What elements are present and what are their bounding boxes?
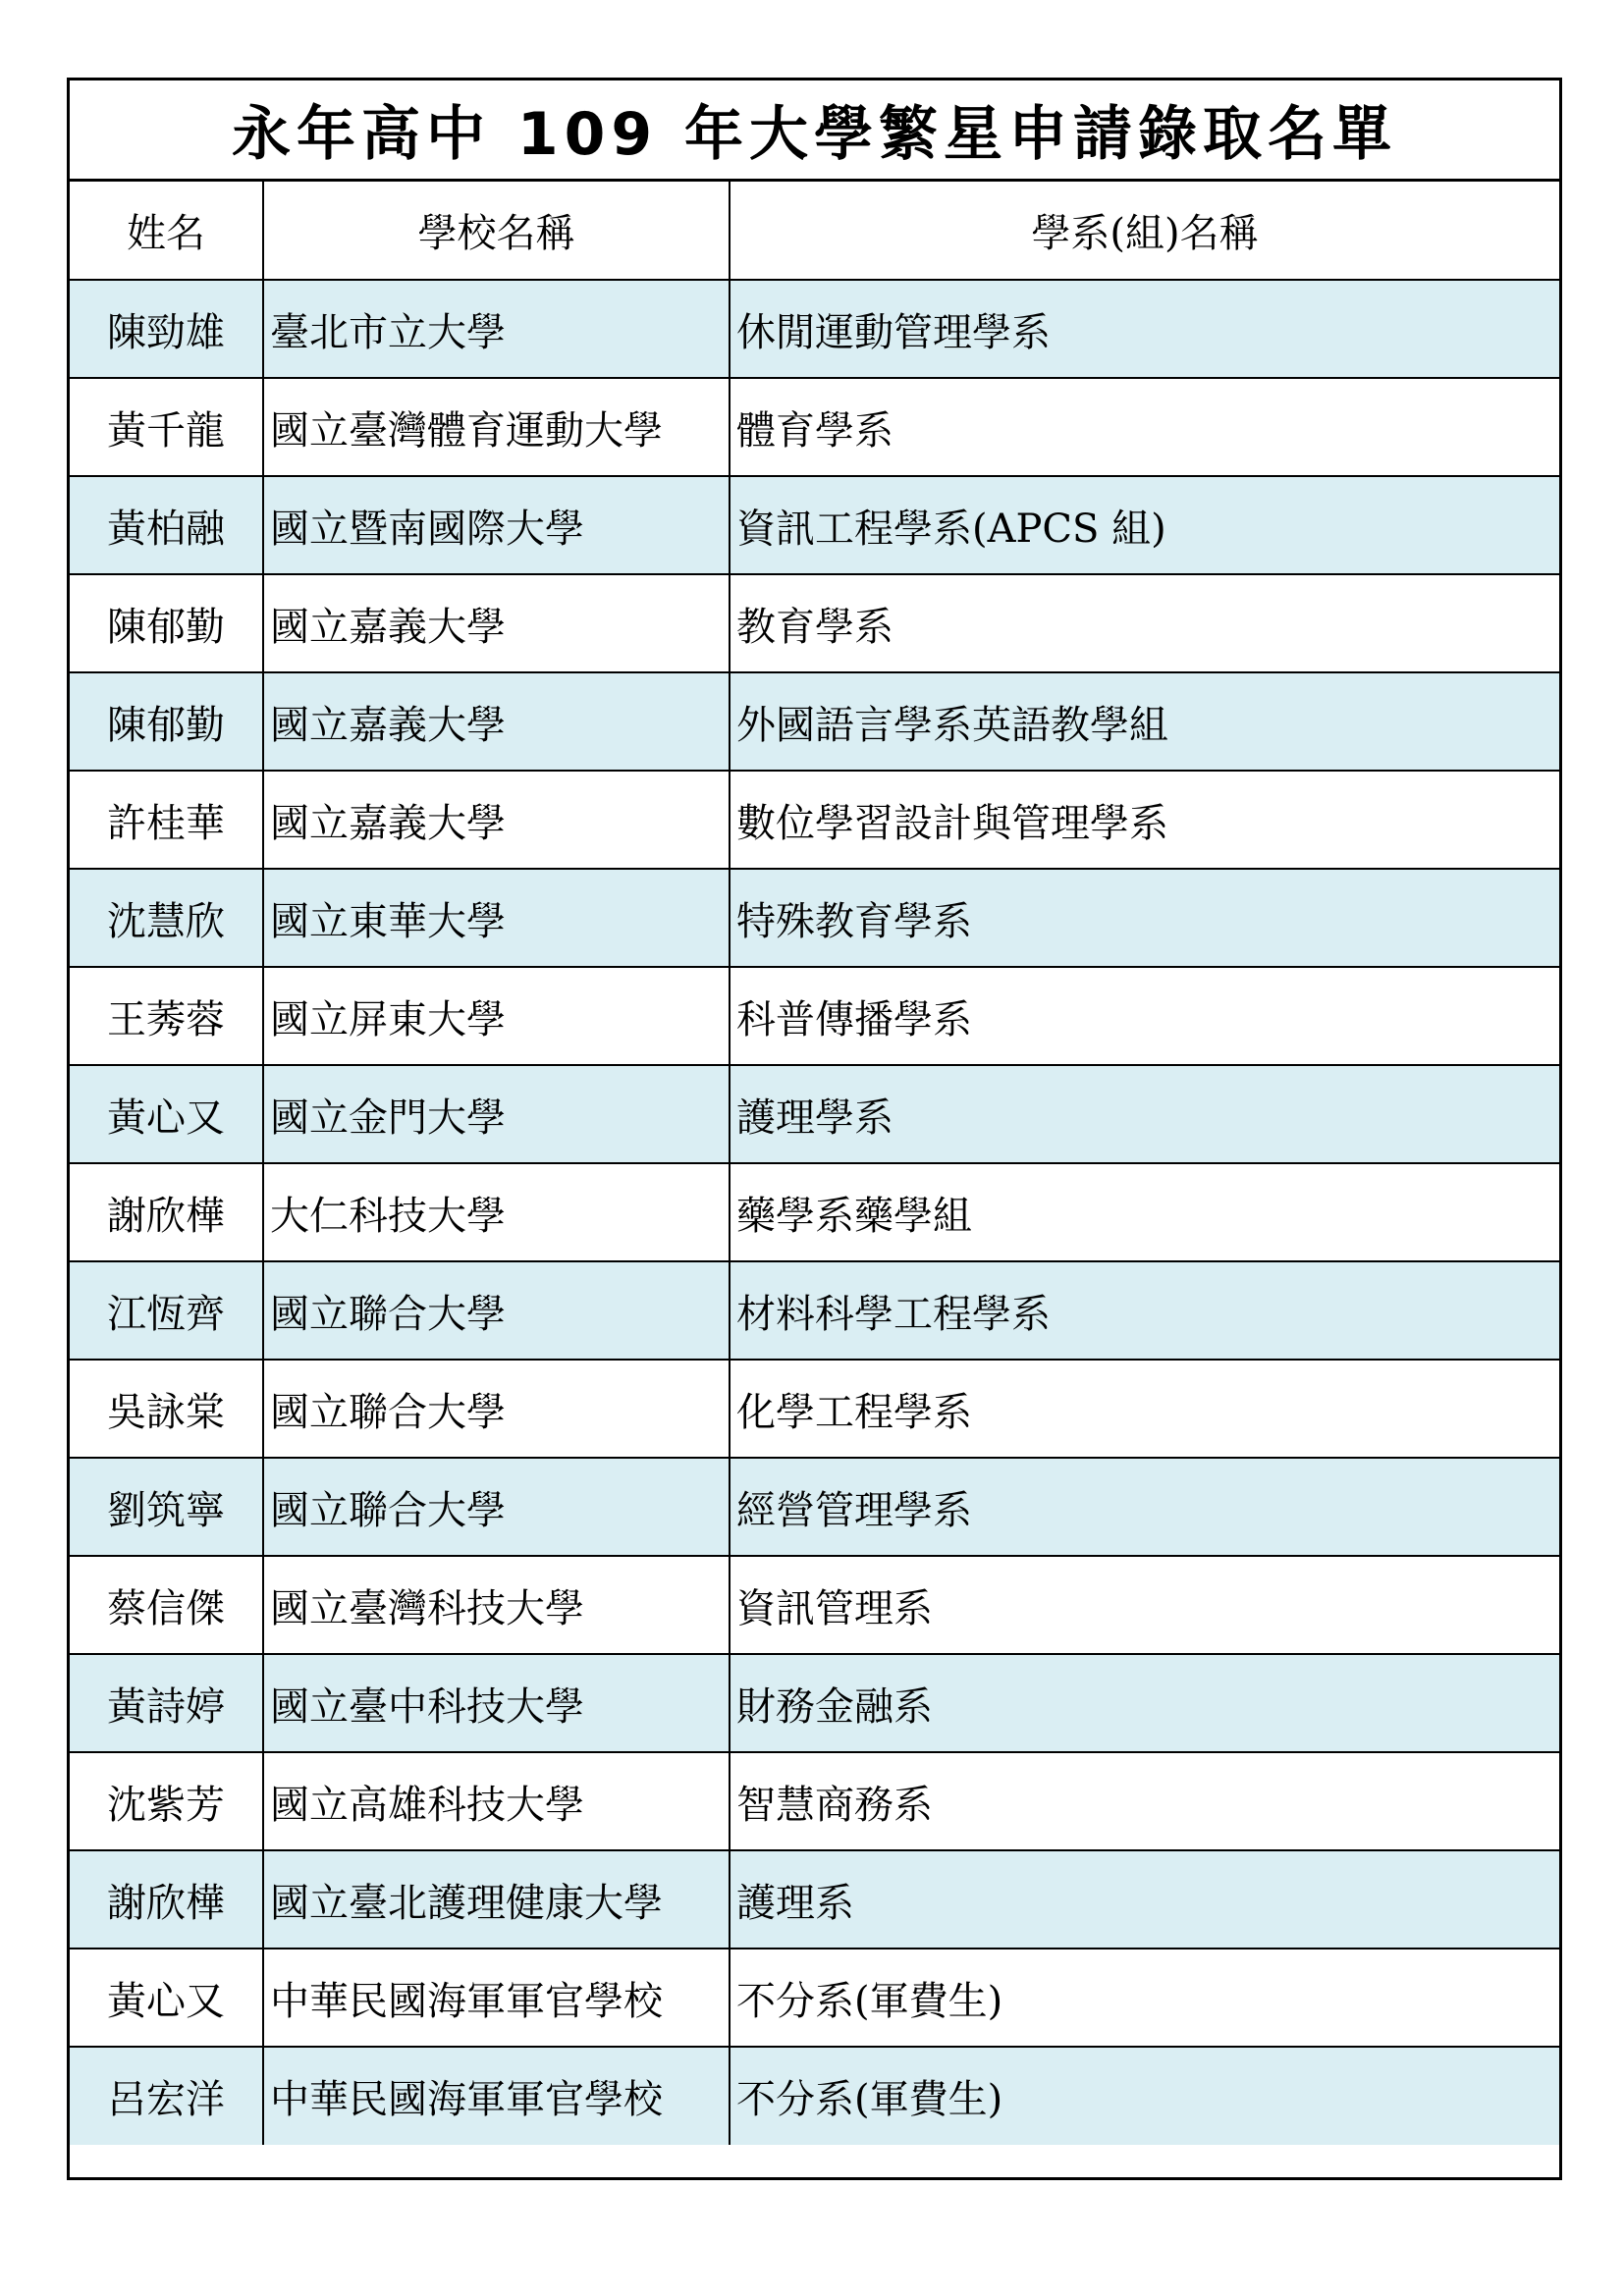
school-name-cell: 國立臺中科技大學 xyxy=(263,1654,730,1752)
school-name-cell: 國立聯合大學 xyxy=(263,1261,730,1360)
student-name-cell: 王莠蓉 xyxy=(70,967,263,1065)
student-name-cell: 吳詠棠 xyxy=(70,1360,263,1458)
student-name-cell: 劉筑寧 xyxy=(70,1458,263,1556)
student-name-cell: 陳勁雄 xyxy=(70,280,263,378)
admission-list-sheet xyxy=(67,78,1562,2180)
school-name-cell: 大仁科技大學 xyxy=(263,1163,730,1261)
school-name-cell: 國立東華大學 xyxy=(263,869,730,967)
department-name-cell: 護理學系 xyxy=(730,1065,1559,1163)
table-row xyxy=(70,771,1559,869)
department-name-cell: 資訊管理系 xyxy=(730,1556,1559,1654)
table-row xyxy=(70,1949,1559,2047)
table-row xyxy=(70,280,1559,378)
department-name-cell: 不分系(軍費生) xyxy=(730,1949,1559,2047)
table-row xyxy=(70,2047,1559,2145)
table-row xyxy=(70,1065,1559,1163)
student-name-cell: 謝欣樺 xyxy=(70,1163,263,1261)
table-header xyxy=(70,182,1559,280)
school-name-cell: 國立屏東大學 xyxy=(263,967,730,1065)
table-row xyxy=(70,967,1559,1065)
table-row xyxy=(70,1163,1559,1261)
column-header-name: 姓名 xyxy=(70,182,263,280)
column-header-school: 學校名稱 xyxy=(263,182,730,280)
table-row xyxy=(70,1458,1559,1556)
student-name-cell: 黃心又 xyxy=(70,1949,263,2047)
student-name-cell: 沈慧欣 xyxy=(70,869,263,967)
student-name-cell: 謝欣樺 xyxy=(70,1850,263,1949)
student-name-cell: 陳郁勤 xyxy=(70,574,263,672)
student-name-cell: 黃心又 xyxy=(70,1065,263,1163)
department-name-cell: 教育學系 xyxy=(730,574,1559,672)
table-row xyxy=(70,1752,1559,1850)
department-name-cell: 休閒運動管理學系 xyxy=(730,280,1559,378)
table-row xyxy=(70,672,1559,771)
table-row xyxy=(70,1654,1559,1752)
table-row xyxy=(70,869,1559,967)
student-name-cell: 蔡信傑 xyxy=(70,1556,263,1654)
table-row xyxy=(70,1850,1559,1949)
department-name-cell: 數位學習設計與管理學系 xyxy=(730,771,1559,869)
department-name-cell: 藥學系藥學組 xyxy=(730,1163,1559,1261)
department-name-cell: 資訊工程學系(APCS 組) xyxy=(730,476,1559,574)
table-row xyxy=(70,476,1559,574)
student-name-cell: 許桂華 xyxy=(70,771,263,869)
department-name-cell: 化學工程學系 xyxy=(730,1360,1559,1458)
school-name-cell: 中華民國海軍軍官學校 xyxy=(263,2047,730,2145)
column-header-department: 學系(組)名稱 xyxy=(730,182,1559,280)
department-name-cell: 護理系 xyxy=(730,1850,1559,1949)
school-name-cell: 國立嘉義大學 xyxy=(263,771,730,869)
school-name-cell: 國立臺北護理健康大學 xyxy=(263,1850,730,1949)
student-name-cell: 江恆齊 xyxy=(70,1261,263,1360)
student-name-cell: 呂宏洋 xyxy=(70,2047,263,2145)
school-name-cell: 臺北市立大學 xyxy=(263,280,730,378)
school-name-cell: 國立暨南國際大學 xyxy=(263,476,730,574)
student-name-cell: 陳郁勤 xyxy=(70,672,263,771)
header-row xyxy=(70,182,1559,280)
table-row xyxy=(70,574,1559,672)
table-row xyxy=(70,1261,1559,1360)
department-name-cell: 特殊教育學系 xyxy=(730,869,1559,967)
school-name-cell: 國立聯合大學 xyxy=(263,1360,730,1458)
table-body xyxy=(70,280,1559,2145)
school-name-cell: 國立高雄科技大學 xyxy=(263,1752,730,1850)
student-name-cell: 黃千龍 xyxy=(70,378,263,476)
table-row xyxy=(70,378,1559,476)
school-name-cell: 國立臺灣體育運動大學 xyxy=(263,378,730,476)
department-name-cell: 財務金融系 xyxy=(730,1654,1559,1752)
department-name-cell: 外國語言學系英語教學組 xyxy=(730,672,1559,771)
table-row xyxy=(70,1360,1559,1458)
department-name-cell: 體育學系 xyxy=(730,378,1559,476)
student-name-cell: 黃詩婷 xyxy=(70,1654,263,1752)
student-name-cell: 沈紫芳 xyxy=(70,1752,263,1850)
department-name-cell: 不分系(軍費生) xyxy=(730,2047,1559,2145)
school-name-cell: 中華民國海軍軍官學校 xyxy=(263,1949,730,2047)
admission-table xyxy=(70,182,1559,2145)
school-name-cell: 國立嘉義大學 xyxy=(263,672,730,771)
school-name-cell: 國立聯合大學 xyxy=(263,1458,730,1556)
school-name-cell: 國立嘉義大學 xyxy=(263,574,730,672)
school-name-cell: 國立金門大學 xyxy=(263,1065,730,1163)
student-name-cell: 黃柏融 xyxy=(70,476,263,574)
school-name-cell: 國立臺灣科技大學 xyxy=(263,1556,730,1654)
department-name-cell: 材料科學工程學系 xyxy=(730,1261,1559,1360)
table-row xyxy=(70,1556,1559,1654)
document-title: 永年高中 109 年大學繁星申請錄取名單 xyxy=(70,80,1559,182)
department-name-cell: 經營管理學系 xyxy=(730,1458,1559,1556)
department-name-cell: 科普傳播學系 xyxy=(730,967,1559,1065)
department-name-cell: 智慧商務系 xyxy=(730,1752,1559,1850)
